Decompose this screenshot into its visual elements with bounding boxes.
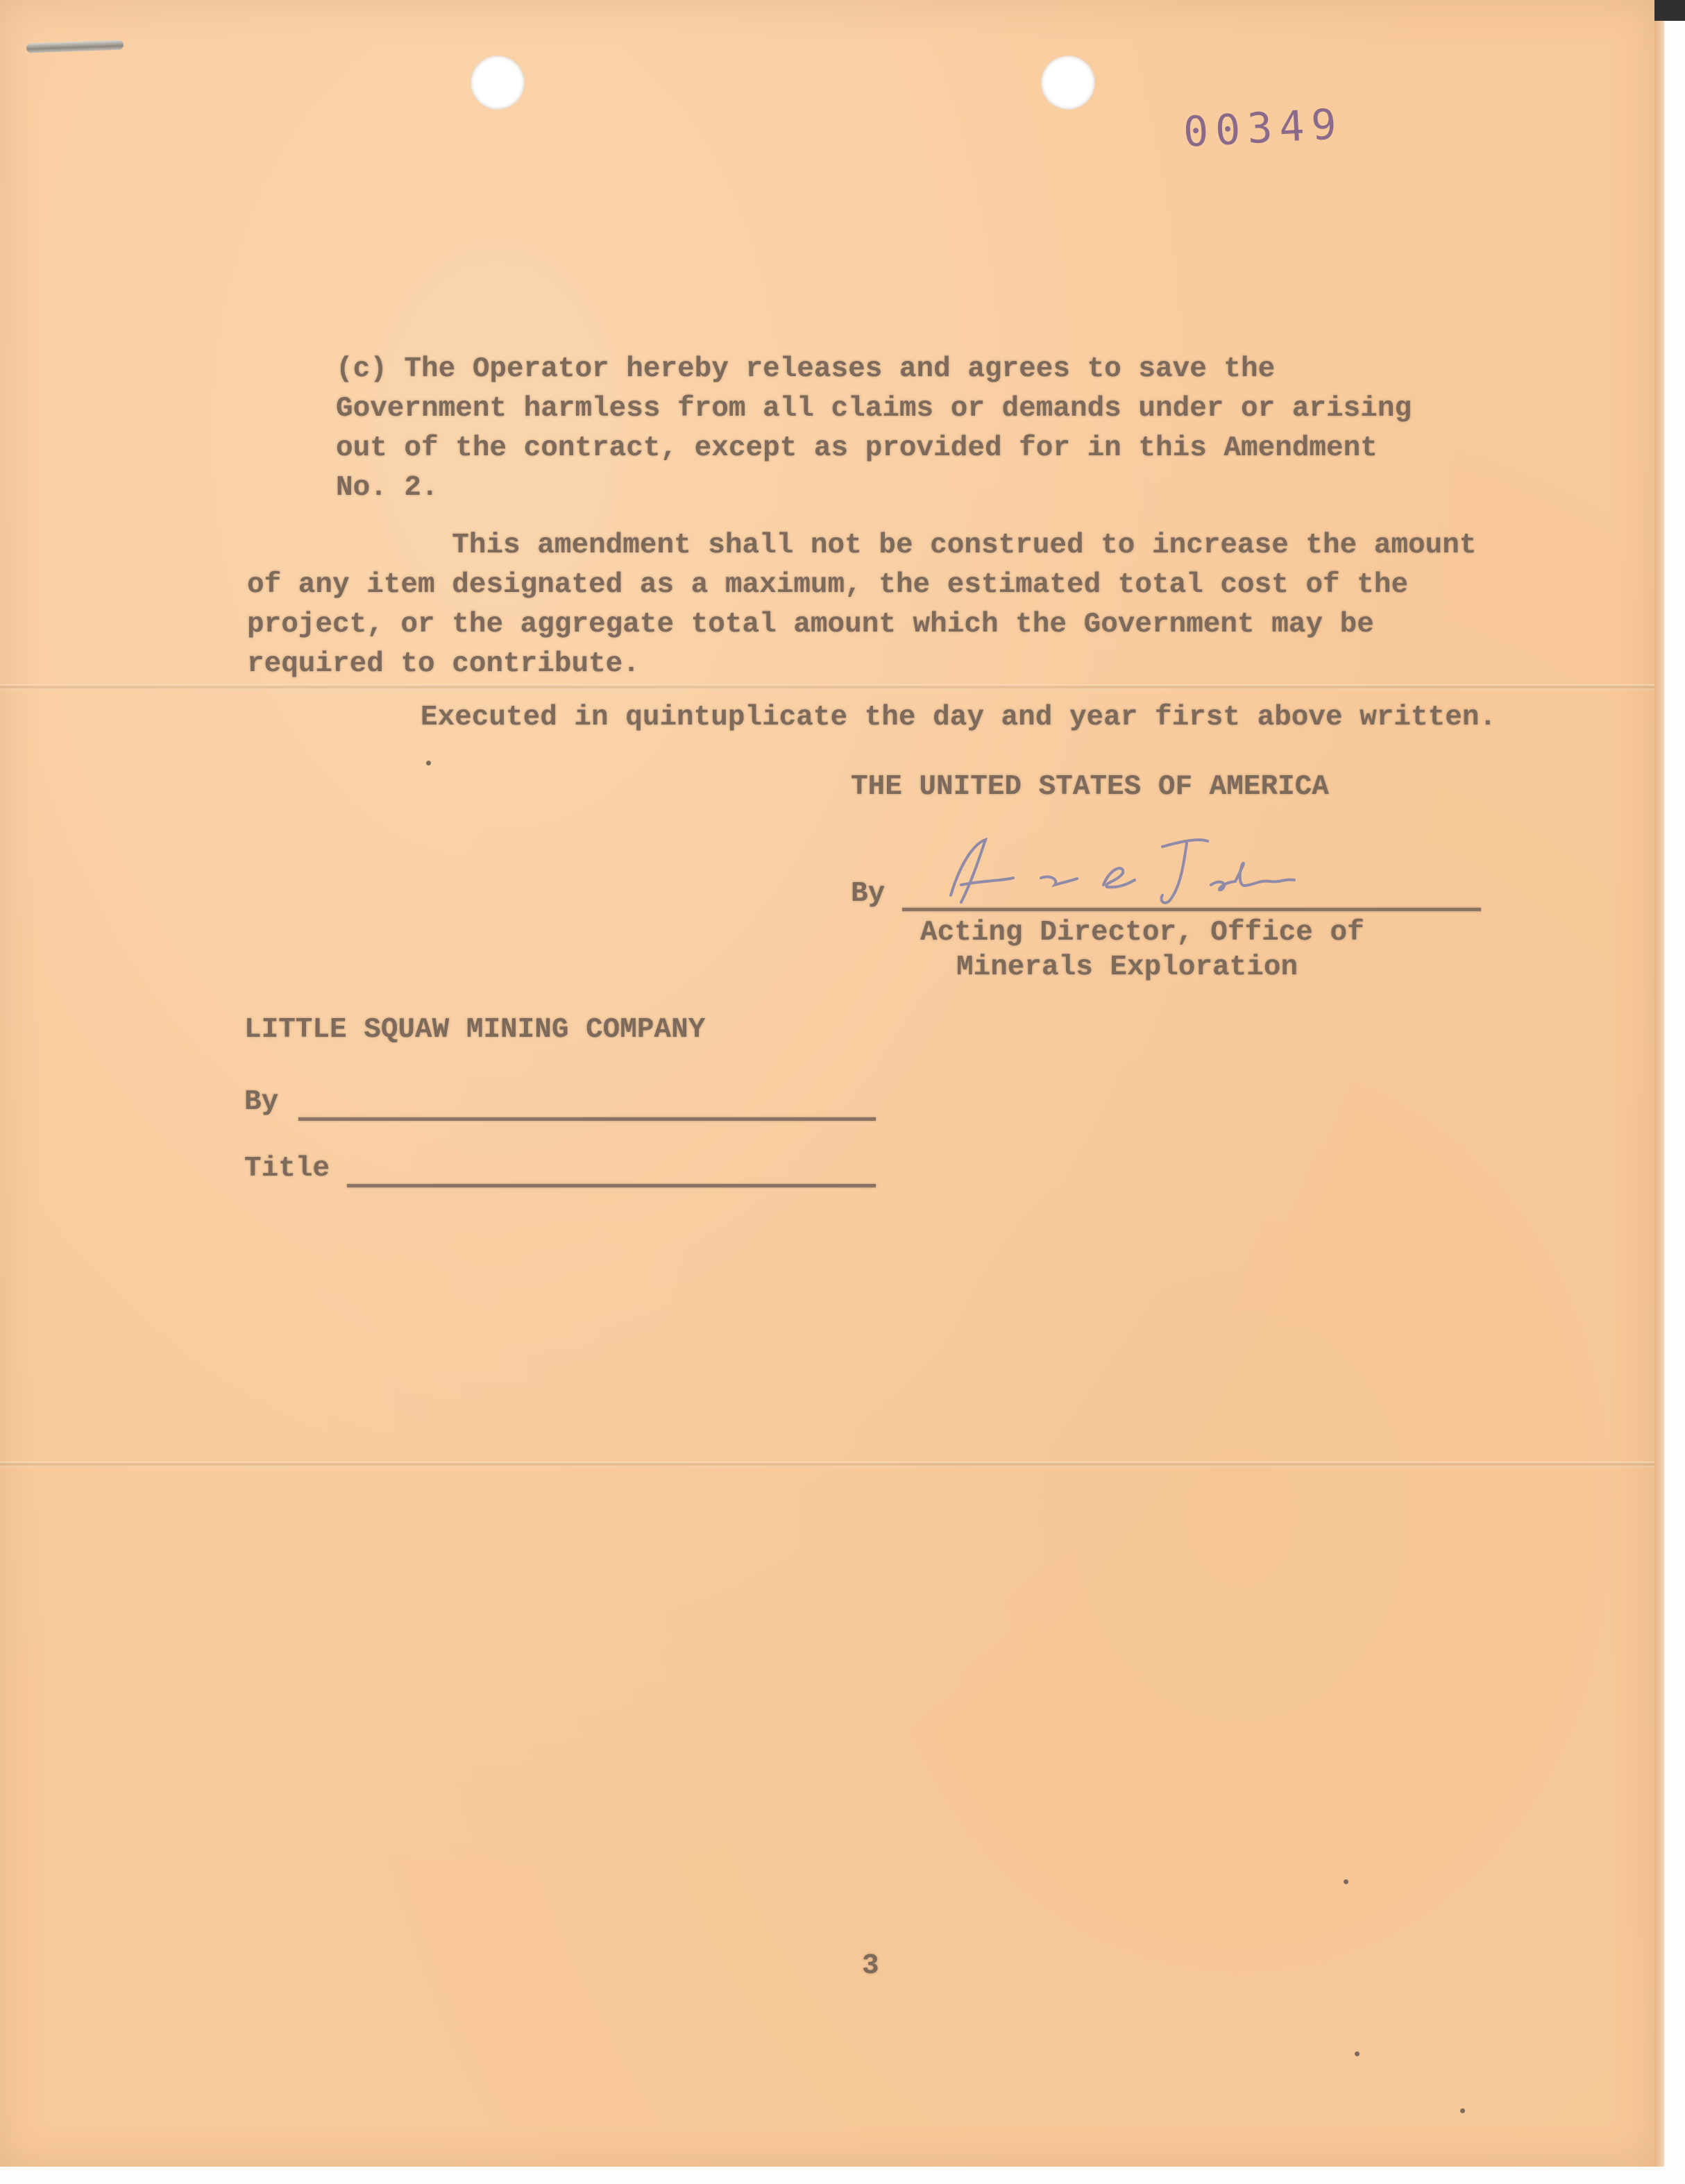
- ink-speck: [426, 761, 431, 765]
- operator-party-name: LITTLE SQUAW MINING COMPANY: [244, 1014, 706, 1046]
- executed-line: Executed in quintuplicate the day and year first above written.: [421, 702, 1497, 734]
- punch-hole-left: [471, 56, 525, 110]
- government-party-name: THE UNITED STATES OF AMERICA: [851, 771, 1329, 803]
- fold-crease-upper: [0, 684, 1654, 690]
- paragraph-c: (c) The Operator hereby releases and agrees to save the Government harmless from all claims or demands under or arising out of the contract, except as provided for in this Amendment No. 2.: [336, 353, 1412, 504]
- fold-crease-lower: [0, 1462, 1654, 1467]
- government-signer-title-line2: Minerals Exploration: [956, 951, 1298, 983]
- operator-title-line: [347, 1184, 876, 1187]
- document-stamp-number: 00349: [1182, 100, 1345, 157]
- ink-speck: [1344, 1879, 1348, 1884]
- scan-border: [1654, 0, 1685, 21]
- operator-title-label: Title: [244, 1153, 330, 1185]
- ink-speck: [1460, 2108, 1465, 2113]
- operator-signature-line: [298, 1117, 876, 1121]
- government-by-label: By: [851, 878, 886, 910]
- government-signer-title-line1: Acting Director, Office of: [920, 917, 1364, 949]
- paragraph-amendment: This amendment shall not be construed to increase the amount of any item designated as a maximum, the estimated total cost of the project, or the aggregate total amount which the Government may be required to contribute.: [247, 530, 1477, 680]
- paper-edge: [1654, 0, 1664, 2167]
- page-number: 3: [862, 1950, 879, 1982]
- handwritten-signature: [895, 819, 1381, 916]
- operator-by-label: By: [244, 1086, 279, 1118]
- punch-hole-right: [1041, 56, 1095, 110]
- ink-speck: [1355, 2051, 1360, 2056]
